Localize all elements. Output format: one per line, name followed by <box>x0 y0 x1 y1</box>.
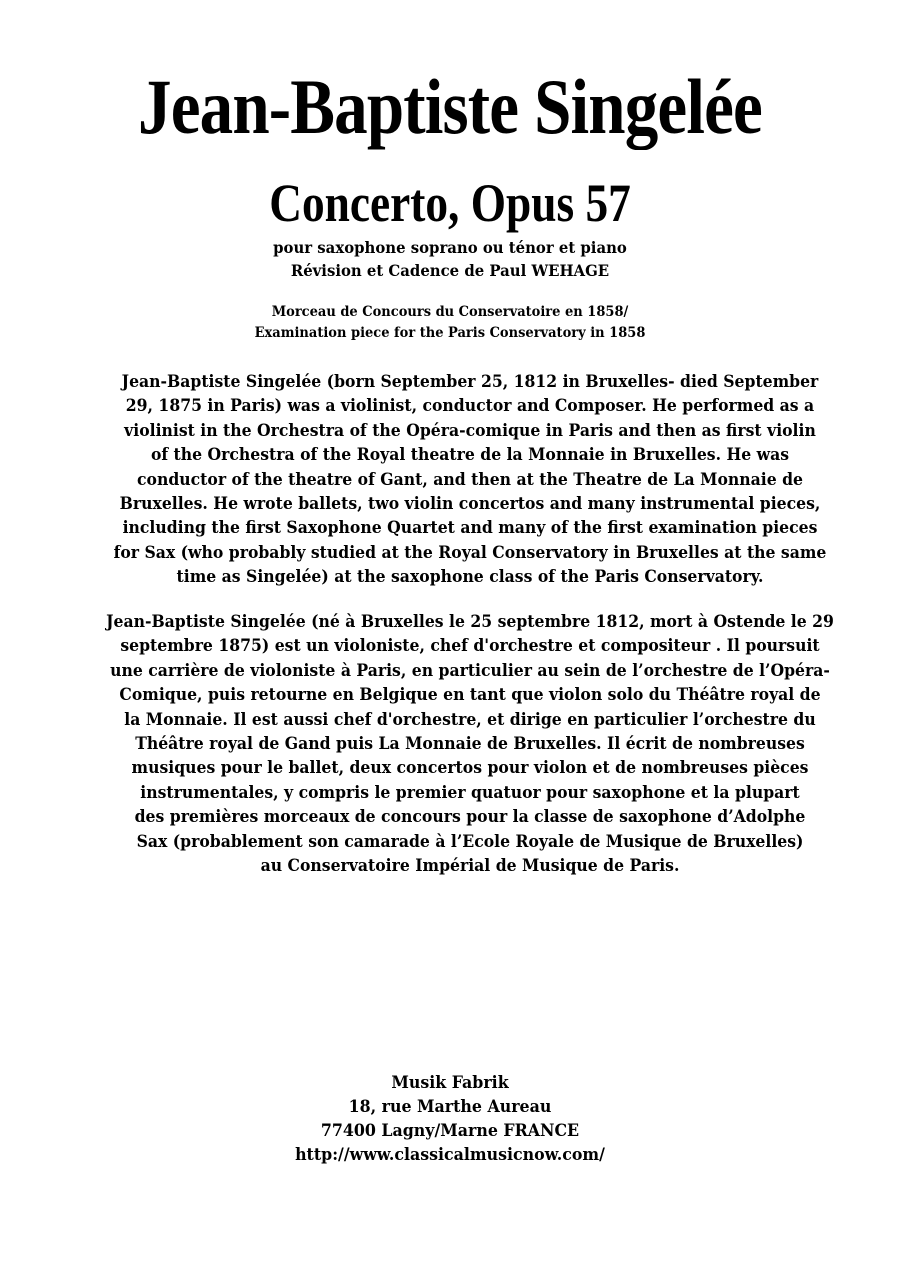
bio-line: instrumentales, y compris le premier quatuor pour saxophone et la plupart <box>140 782 800 803</box>
bio-line: une carrière de violoniste à Paris, en particulier au sein de l’orchestre de l’Opéra- <box>110 660 830 681</box>
examination-note <box>32 302 869 344</box>
revision-line: Révision et Cadence de Paul WEHAGE <box>290 261 610 280</box>
publisher-name: Musik Fabrik <box>391 1073 509 1093</box>
bio-line: Théâtre royal de Gand puis La Monnaie de Bruxelles. Il écrit de nombreuses <box>135 734 805 755</box>
bio-line: Jean-Baptiste Singelée (born September 25, 1812 in Bruxelles- died September <box>121 372 819 392</box>
exam-note-english: Examination piece for the Paris Conservatory in 1858 <box>254 325 646 341</box>
bio-line: Bruxelles. He wrote ballets, two violin concertos and many instrumental pieces, <box>119 494 821 515</box>
bio-line: Jean-Baptiste Singelée (né à Bruxelles le 25 septembre 1812, mort à Ostende le 29 <box>106 612 834 632</box>
biography-french <box>102 610 838 878</box>
publisher-block <box>32 1071 869 1167</box>
bio-line: Comique, puis retourne en Belgique en tant que violon solo du Théâtre royal de <box>119 685 821 706</box>
instrumentation-line: pour saxophone soprano ou ténor et piano <box>273 238 627 257</box>
bio-line: la Monnaie. Il est aussi chef d'orchestre, et dirige en particulier l’orchestre du <box>124 709 816 730</box>
bio-line: of the Orchestra of the Royal theatre de la Monnaie in Bruxelles. He was <box>150 445 790 466</box>
bio-line: including the first Saxophone Quartet and many of the first examination pieces <box>122 518 818 539</box>
bio-line: time as Singelée) at the saxophone class of the Paris Conservatory. <box>176 567 764 588</box>
work-title: Concerto, Opus 57 <box>269 173 631 233</box>
bio-line: septembre 1875) est un violoniste, chef d'orchestre et compositeur . Il poursuit <box>120 636 820 657</box>
composer-name: Jean-Baptiste Singelée <box>138 63 762 150</box>
bio-line: 29, 1875 in Paris) was a violinist, conductor and Composer. He performed as a <box>125 396 815 417</box>
bio-line: for Sax (who probably studied at the Royal Conservatory in Bruxelles at the same <box>113 542 827 563</box>
bio-line: Sax (probablement son camarade à l’Ecole Royale de Musique de Bruxelles) <box>136 831 804 852</box>
publisher-url[interactable]: http://www.classicalmusicnow.com/ <box>295 1145 605 1165</box>
biography-english <box>102 370 838 590</box>
exam-note-french: Morceau de Concours du Conservatoire en 1858/ <box>271 304 629 320</box>
publisher-street: 18, rue Marthe Aureau <box>348 1097 552 1117</box>
bio-line: musiques pour le ballet, deux concertos pour violon et de nombreuses pièces <box>131 758 809 779</box>
bio-line: au Conservatoire Impérial de Musique de Paris. <box>260 856 680 877</box>
bio-line: des premières morceaux de concours pour la classe de saxophone d’Adolphe <box>134 807 806 828</box>
subtitle <box>32 236 869 282</box>
bio-line: conductor of the theatre of Gant, and then at the Theatre de La Monnaie de <box>137 469 803 490</box>
bio-line: violinist in the Orchestra of the Opéra-comique in Paris and then as first violin <box>124 420 816 441</box>
publisher-city: 77400 Lagny/Marne FRANCE <box>320 1121 580 1141</box>
